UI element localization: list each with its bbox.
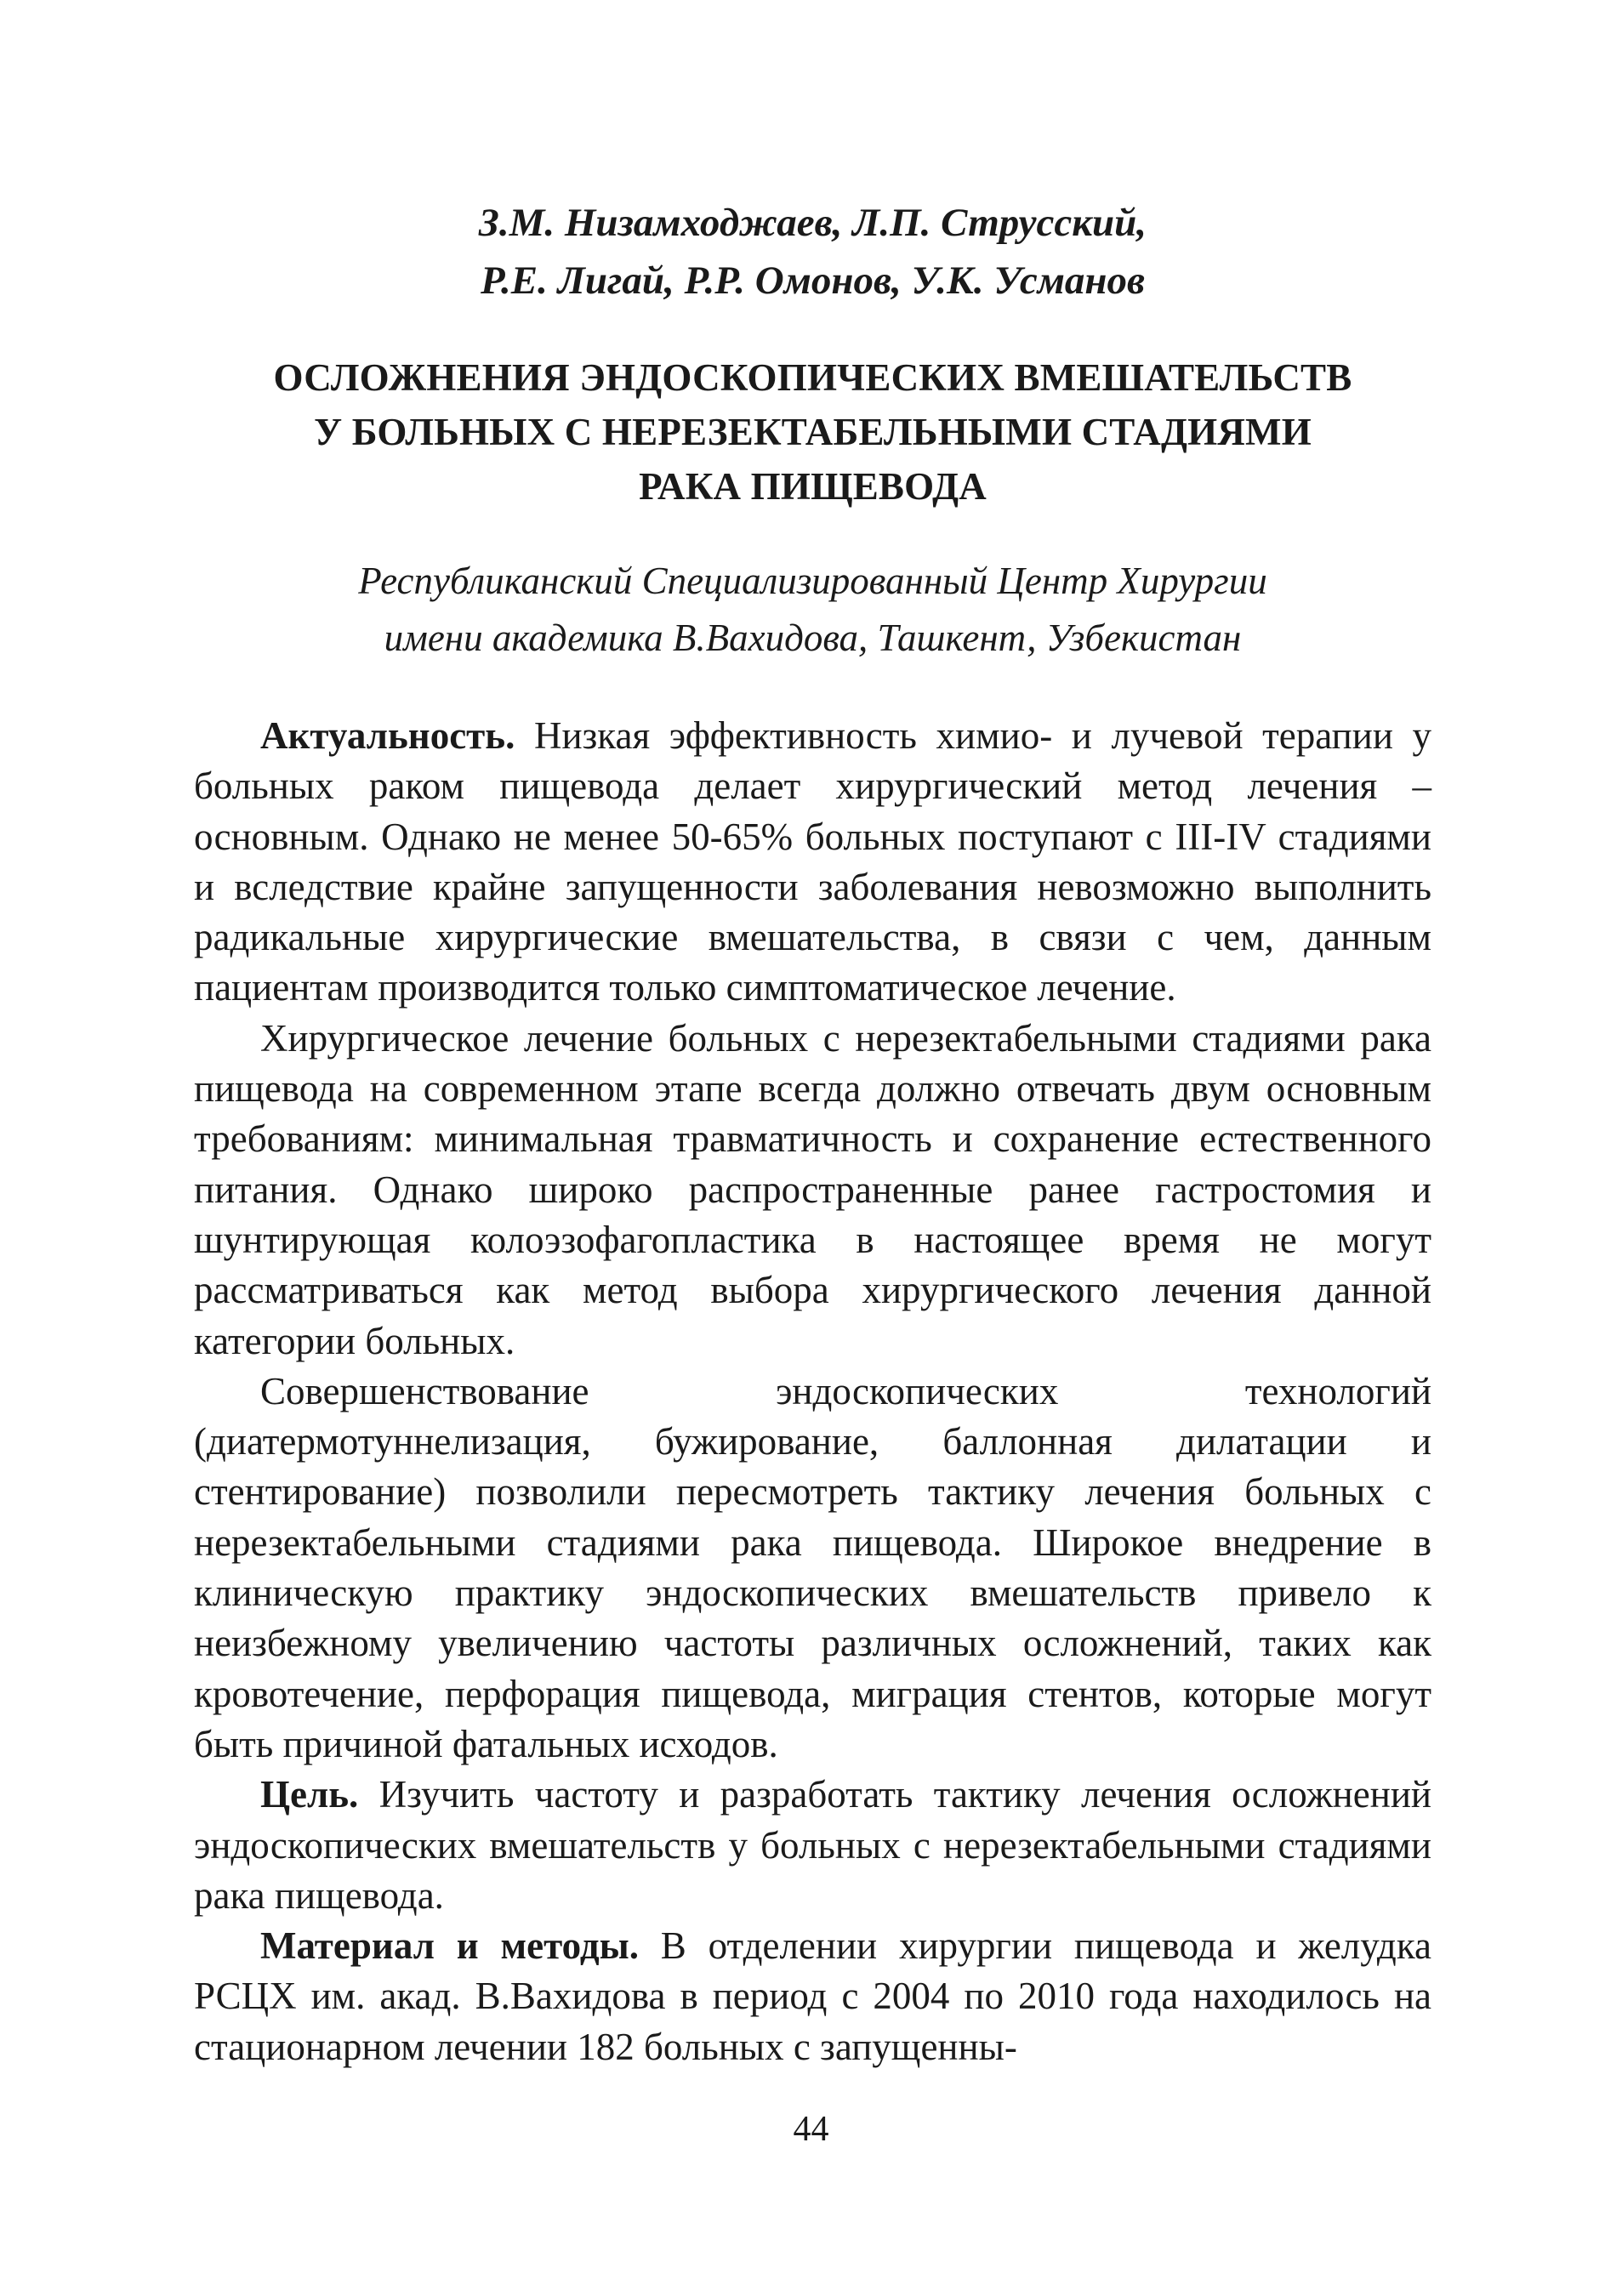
affiliation: [194, 553, 1431, 667]
author-list: [194, 194, 1431, 310]
paragraph-goal: [194, 1770, 1431, 1921]
paragraph-text: В отделении хирургии пищевода и желудка РСЦХ им. акад. В.Вахидова в период с 2004 по 2010 года находилось на стационарном лечении 182 больных с запущенны-: [194, 1924, 1431, 2068]
paragraph-heading: Актуальность.: [260, 714, 515, 757]
title-line-1: ОСЛОЖНЕНИЯ ЭНДОСКОПИЧЕСКИХ ВМЕШАТЕЛЬСТВ: [273, 356, 1352, 399]
paragraph-text: Совершенствование эндоскопических технологий (диатермотуннелизация, бужирование, баллонная дилатации и стентирование) позволили пересмотреть тактику лечения больных с нерезектабельными стадиями рака пищевода. Широкое внедрение в клиническую практику эндоскопических вмешательств привело к неизбежному увеличению частоты различных осложнений, таких как кровотечение, перфорация пищевода, миграция стентов, которые могут быть причиной фатальных исходов.: [194, 1369, 1431, 1765]
authors-line-1: З.М. Низамходжаев, Л.П. Струсский,: [478, 201, 1147, 245]
paragraph-methods: [194, 1921, 1431, 2072]
document-page: [194, 194, 1431, 2072]
paragraph-relevance: [194, 711, 1431, 1014]
title-line-3: РАКА ПИЩЕВОДА: [639, 465, 987, 508]
authors-line-2: Р.Е. Лигай, Р.Р. Омонов, У.К. Усманов: [481, 259, 1145, 303]
paragraph-heading: Материал и методы.: [260, 1924, 639, 1968]
paragraph-text: Изучить частоту и разработать тактику лечения осложнений эндоскопических вмешательств у больных с нерезектабельными стадиями рака пищевода.: [194, 1773, 1431, 1917]
paragraph-surgical-treatment: [194, 1014, 1431, 1367]
paragraph-text: Хирургическое лечение больных с нерезектабельными стадиями рака пищевода на современном этапе всегда должно отвечать двум основным требованиям: минимальная травматичность и сохранение естественного питания. Однако широко распространенные ранее гастростомия и шунтирующая колоэзофагопластика в настоящее время не могут рассматриваться как метод выбора хирургического лечения данной категории больных.: [194, 1016, 1431, 1362]
title-line-2: У БОЛЬНЫХ С НЕРЕЗЕКТАБЕЛЬНЫМИ СТАДИЯМИ: [314, 411, 1312, 453]
article-body: [194, 711, 1431, 2072]
article-title: [194, 350, 1431, 514]
affiliation-line-1: Республиканский Специализированный Центр Хирургии: [358, 560, 1267, 602]
paragraph-endoscopic-technologies: [194, 1367, 1431, 1770]
paragraph-heading: Цель.: [260, 1773, 359, 1816]
page-number: 44: [793, 2110, 829, 2149]
paragraph-text: Низкая эффективность химио- и лучевой терапии у больных раком пищевода делает хирургический метод лечения – основным. Однако не менее 50-65% больных поступают с III-IV стадиями и вследствие крайне запущенности заболевания невозможно выполнить радикальные хирургические вмешательства, в связи с чем, данным пациентам производится только симптоматическое лечение.: [194, 714, 1431, 1009]
affiliation-line-2: имени академика В.Вахидова, Ташкент, Узбекистан: [384, 617, 1242, 659]
